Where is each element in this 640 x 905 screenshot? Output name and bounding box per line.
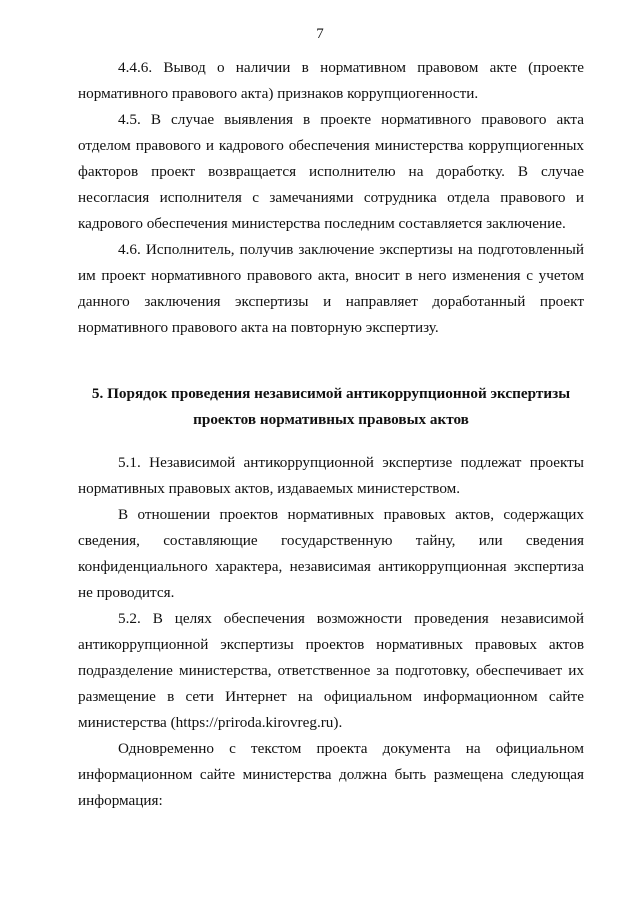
paragraph-5-2: 5.2. В целях обеспечения возможности проведения независимой антикоррупционной экспертизы проектов нормативных правовых актов подразделение министерства, ответственное за подготовку, обеспечивает их размещение в сети Интернет на официальном информационном сайте министерства (https://priroda.kirovreg.ru).	[78, 610, 584, 731]
section-5-heading-line2: проектов нормативных правовых актов	[193, 411, 469, 428]
paragraph-5-1-secret: В отношении проектов нормативных правовых актов, содержащих сведения, составляющие государственную тайну, или сведения конфиденциального характера, независимая антикоррупционная экспертиза не проводится.	[78, 506, 584, 601]
paragraph-4-4-6: 4.4.6. Вывод о наличии в нормативном правовом акте (проекте нормативного правового акта) признаков коррупциогенности.	[78, 59, 584, 102]
paragraph-5-2-info: Одновременно с текстом проекта документа на официальном информационном сайте министерства должна быть размещена следующая информация:	[78, 740, 584, 809]
paragraph-4-5: 4.5. В случае выявления в проекте нормативного правового акта отделом правового и кадрового обеспечения министерства коррупциогенных факторов проект возвращается исполнителю на доработку. В случае несогласия исполнителя с замечаниями сотрудника отдела правового и кадрового обеспечения министерства последним составляется заключение.	[78, 111, 584, 232]
document-body	[78, 55, 584, 814]
paragraph-4-6: 4.6. Исполнитель, получив заключение экспертизы на подготовленный им проект нормативного правового акта, вносит в него изменения с учетом данного заключения экспертизы и направляет доработанный проект нормативного правового акта на повторную экспертизу.	[78, 241, 584, 336]
section-5-heading-line1: 5. Порядок проведения независимой антикоррупционной экспертизы	[91, 385, 571, 402]
paragraph-5-1: 5.1. Независимой антикоррупционной экспертизе подлежат проекты нормативных правовых актов, издаваемых министерством.	[78, 454, 584, 497]
page-number: 7	[316, 26, 324, 42]
section-5-heading	[78, 381, 584, 433]
